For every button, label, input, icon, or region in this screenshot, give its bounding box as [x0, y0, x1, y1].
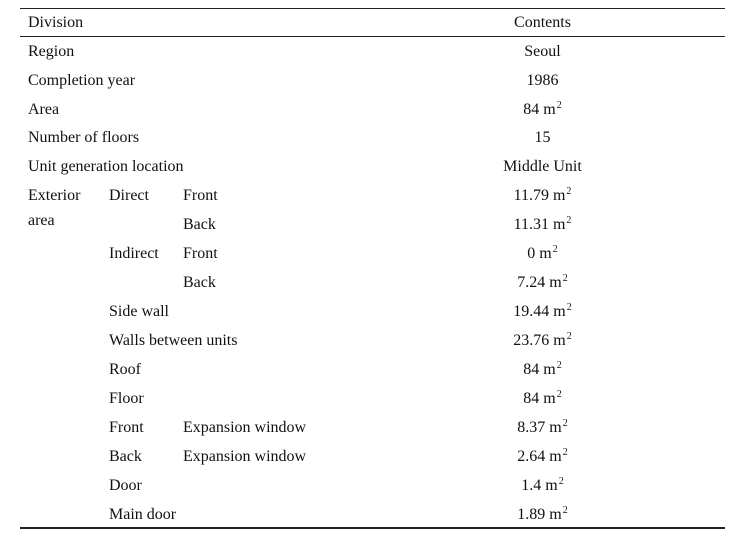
row-value-unit-location: Middle Unit — [503, 158, 582, 175]
row-sublabel-back-window: Expansion window — [183, 448, 307, 465]
header-contents: Contents — [514, 14, 571, 31]
row-value-direct-back: 11.31 $m^2$ — [513, 215, 572, 233]
row-value-door: 1.4 $m^2$ — [521, 476, 564, 494]
row-value-walls-between: 23.76 $m^2$ — [513, 331, 572, 349]
row-value-front-window: 8.37 $m^2$ — [517, 418, 568, 436]
row-label-roof: Roof — [109, 361, 141, 378]
table-top-rule — [20, 8, 725, 9]
row-value-region: Seoul — [524, 43, 561, 60]
row-sublabel-indirect-back: Back — [183, 274, 216, 291]
row-label-back-window: Back — [109, 448, 142, 465]
row-value-indirect-front: 0 $m^2$ — [527, 244, 558, 262]
row-value-roof: 84 $m^2$ — [523, 360, 562, 378]
row-sublabel-front-window: Expansion window — [183, 419, 307, 436]
row-label-side-wall: Side wall — [109, 303, 169, 320]
row-label-indirect: Indirect — [109, 245, 159, 262]
row-label-floors: Number of floors — [28, 129, 140, 146]
row-label-floor: Floor — [109, 390, 144, 407]
row-value-completion-year: 1986 — [526, 72, 559, 89]
row-value-area: 84 $m^2$ — [523, 100, 562, 118]
row-label-region: Region — [28, 43, 75, 60]
row-label-direct: Direct — [109, 187, 149, 204]
header-division: Division — [28, 14, 84, 31]
row-label-walls-between: Walls between units — [109, 332, 238, 349]
row-label-door: Door — [109, 477, 142, 494]
table-bottom-rule — [20, 527, 725, 529]
row-value-indirect-back: 7.24 $m^2$ — [517, 273, 568, 291]
row-value-floors: 15 — [534, 129, 551, 146]
row-value-side-wall: 19.44 $m^2$ — [513, 302, 572, 320]
row-label-unit-location: Unit generation location — [28, 158, 184, 175]
row-value-direct-front: 11.79 $m^2$ — [513, 186, 572, 204]
row-value-back-window: 2.64 $m^2$ — [517, 447, 568, 465]
row-sublabel-indirect-front: Front — [183, 245, 218, 262]
row-label-main-door: Main door — [109, 506, 177, 523]
exterior-area-label-1: Exterior — [28, 187, 81, 204]
row-sublabel-direct-front: Front — [183, 187, 218, 204]
row-sublabel-direct-back: Back — [183, 216, 216, 233]
row-label-area: Area — [28, 101, 60, 118]
row-value-main-door: 1.89 $m^2$ — [517, 505, 568, 523]
exterior-area-label-2: area — [28, 212, 55, 229]
row-label-completion-year: Completion year — [28, 72, 136, 89]
table-header-rule — [20, 36, 725, 37]
row-label-front-window: Front — [109, 419, 144, 436]
row-value-floor: 84 $m^2$ — [523, 389, 562, 407]
